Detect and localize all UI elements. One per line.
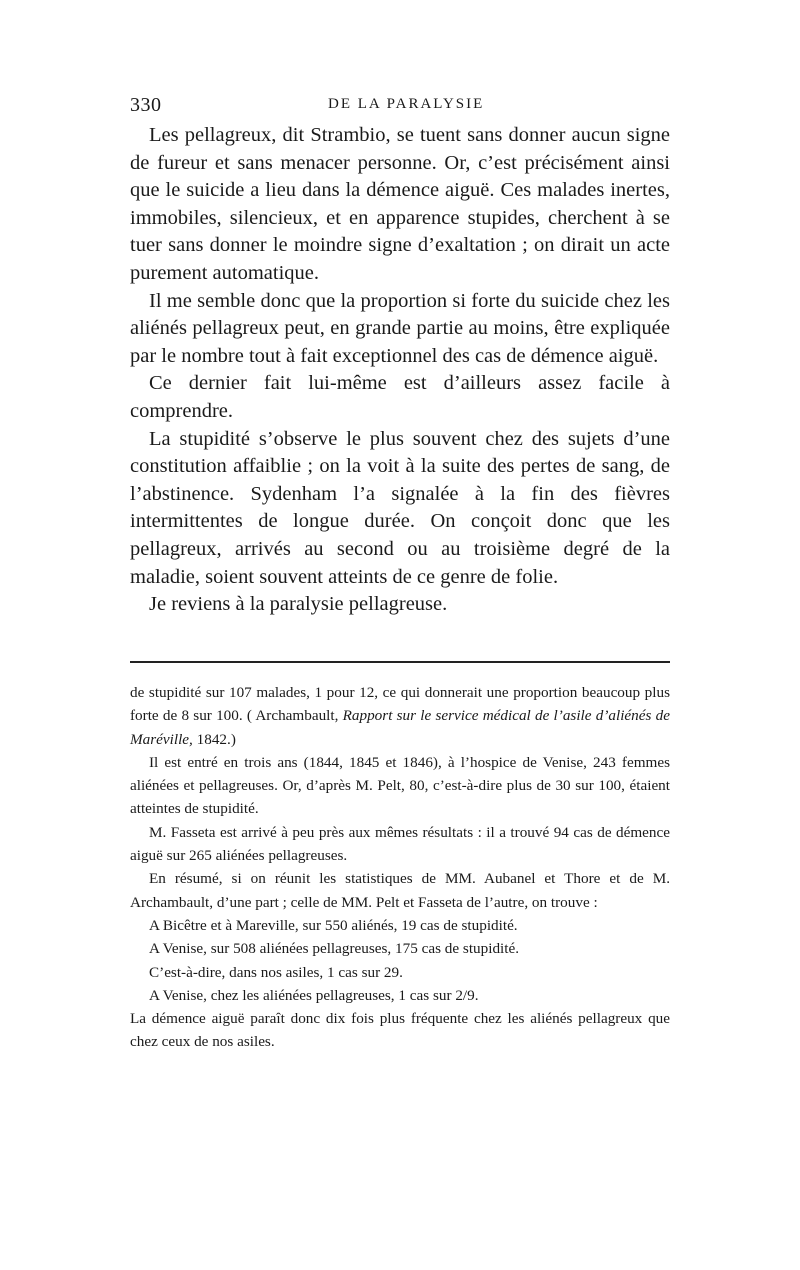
footnote-ratio-asiles: C’est-à-dire, dans nos asiles, 1 cas sur 29. xyxy=(149,963,403,981)
footnote-divider xyxy=(130,661,670,663)
running-title: DE LA PARALYSIE xyxy=(328,96,485,112)
page-header xyxy=(130,94,670,118)
footnote-conclusion: La démence aiguë paraît donc dix fois plus fréquente chez les aliénés pellagreux que chez ceux de nos asiles. xyxy=(130,1010,670,1051)
paragraph-suicide-proportion: Il me semble donc que la proportion si forte du suicide chez les aliénés pellagreux peut, en grande partie au moins, être expliquée par le nombre tout à fait exceptionnel des cas de démence aiguë. xyxy=(130,289,670,367)
footnote-ratio-venise: A Venise, chez les aliénées pellagreuses, 1 cas sur 2/9. xyxy=(149,986,479,1004)
footnote-continuation xyxy=(130,681,670,751)
footnote-venise: Il est entré en trois ans (1844, 1845 et 1846), à l’hospice de Venise, 243 femmes aliénées et pellagreuses. Or, d’après M. Pelt, 80, c’est-à-dire plus de 30 sur 100, étaient atteintes de stupidité. xyxy=(130,753,670,818)
footnote-citation-year: 1842.) xyxy=(192,730,236,748)
footnotes xyxy=(130,681,670,1054)
footnote-text: de stupidité sur 107 malades, 1 pour 12, ce qui donnerait une proportion beaucoup plus forte de 8 sur 100. ( Archambault, xyxy=(130,684,670,725)
paragraph-stupidite: La stupidité s’observe le plus souvent chez des sujets d’une constitution affaiblie ; on la voit à la suite des pertes de sang, de l’abstinence. Sydenham l’a signalée à la fin des fièvres intermittentes de longue durée. On conçoit donc que les pellagreux, arrivés au second ou au troisième degré de la maladie, soient souvent atteints de ce genre de folie. xyxy=(130,427,670,588)
page-number: 330 xyxy=(130,94,162,116)
main-text xyxy=(130,122,670,619)
footnote-citation-title: Rapport sur le service médical de l’asile d’aliénés de Maréville, xyxy=(130,707,670,748)
footnote-venise-count: A Venise, sur 508 aliénées pellagreuses, 175 cas de stupidité. xyxy=(149,940,520,958)
footnote-resume: En résumé, si on réunit les statistiques de MM. Aubanel et Thore et de M. Archambault, d’une part ; celle de MM. Pelt et Fasseta de l’autre, on trouve : xyxy=(130,870,670,911)
footnote-fasseta: M. Fasseta est arrivé à peu près aux mêmes résultats : il a trouvé 94 cas de démence aiguë sur 265 aliénées pellagreuses. xyxy=(130,823,670,865)
footnote-bicetre: A Bicêtre et à Mareville, sur 550 aliénés, 19 cas de stupidité. xyxy=(149,916,518,934)
paragraph-strambio: Les pellagreux, dit Strambio, se tuent sans donner aucun signe de fureur et sans menacer personne. Or, c’est précisément ainsi que le suicide a lieu dans la démence aiguë. Ces malades inertes, immobiles, silencieux, et en apparence stupides, cherchent à se tuer sans donner le moindre signe d’exaltation ; on dirait un acte purement automatique. xyxy=(130,124,670,284)
paragraph-dernier-fait: Ce dernier fait lui-même est d’ailleurs assez facile à comprendre. xyxy=(130,372,670,422)
paragraph-paralysie: Je reviens à la paralysie pellagreuse. xyxy=(149,593,448,616)
